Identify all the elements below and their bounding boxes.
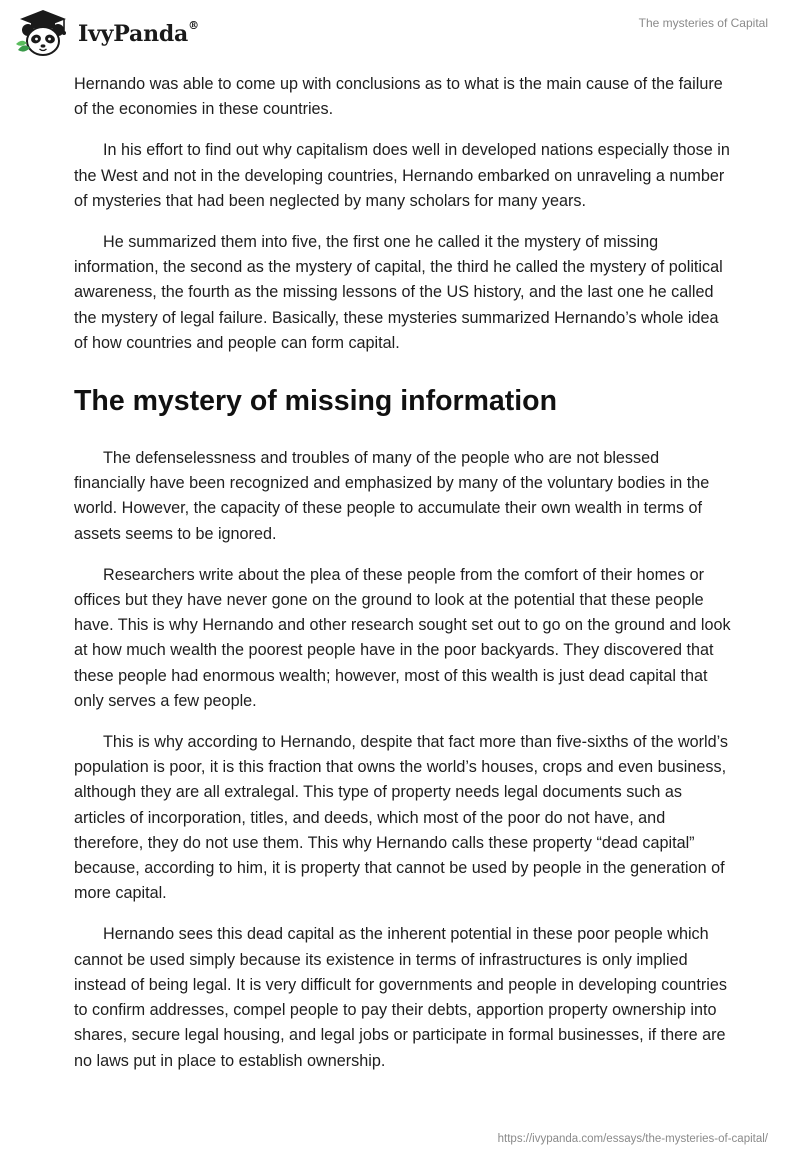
document-title: The mysteries of Capital bbox=[638, 16, 768, 30]
logo-wordmark: IvyPanda® bbox=[78, 19, 199, 47]
page-header bbox=[0, 0, 800, 66]
paragraph: Researchers write about the plea of these people from the comfort of their homes or offices but they have never gone on the ground to look at the potential that these people have. This is why Hernando and other research sought set out to go on the ground and look at how much wealth the poorest people have in the poor backyards. They discovered that these people had enormous wealth; however, most of this wealth is just dead capital that only serves a few people. bbox=[74, 565, 731, 710]
paragraph: This is why according to Hernando, despite that fact more than five-sixths of the world’s population is poor, it is this fraction that owns the world’s houses, crops and even business, although they are all extralegal. This type of property needs legal documents such as articles of incorporation, titles, and deeds, which most of the poor do not have, and therefore, they do not use them. This why Hernando calls these property “dead capital” because, according to him, it is property that cannot be used by people in the generation of more capital. bbox=[74, 733, 729, 903]
paragraph: The defenselessness and troubles of many of the people who are not blessed financially have been recognized and emphasized by many of the voluntary bodies in the world. However, the capacity of these people to accumulate their own wealth in terms of assets seems to be ignored. bbox=[74, 449, 710, 543]
paragraph: Hernando was able to come up with conclusions as to what is the main cause of the failure of the economies in these countries. bbox=[74, 75, 723, 119]
ivypanda-logo[interactable] bbox=[14, 8, 199, 58]
registered-mark: ® bbox=[188, 19, 199, 32]
paragraph: Hernando sees this dead capital as the inherent potential in these poor people which cannot be used simply because its existence in terms of infrastructures is only implied instead of being legal. It is very difficult for governments and people in developing countries to confirm addresses, compel people to pay their debts, apportion property ownership into shares, secure legal housing, and legal jobs or participate in formal businesses, if there are no laws put in place to establish ownership. bbox=[74, 925, 727, 1070]
section-heading: The mystery of missing information bbox=[74, 385, 557, 418]
essay-body bbox=[74, 72, 734, 1090]
paragraph: He summarized them into five, the first one he called it the mystery of missing information, the second as the mystery of capital, the third he called the mystery of political awareness, the fourth as the missing lessons of the US history, and the last one he called the mystery of legal failure. Basically, these mysteries summarized Hernando’s whole idea of how countries and people can form capital. bbox=[74, 233, 723, 352]
source-url[interactable]: https://ivypanda.com/essays/the-mysteries-of-capital/ bbox=[497, 1133, 768, 1145]
panda-graduation-icon bbox=[14, 8, 72, 58]
paragraph: In his effort to find out why capitalism does well in developed nations especially those in the West and not in the developing countries, Hernando embarked on unraveling a number of mysteries that had been neglected by many scholars for many years. bbox=[74, 141, 730, 210]
